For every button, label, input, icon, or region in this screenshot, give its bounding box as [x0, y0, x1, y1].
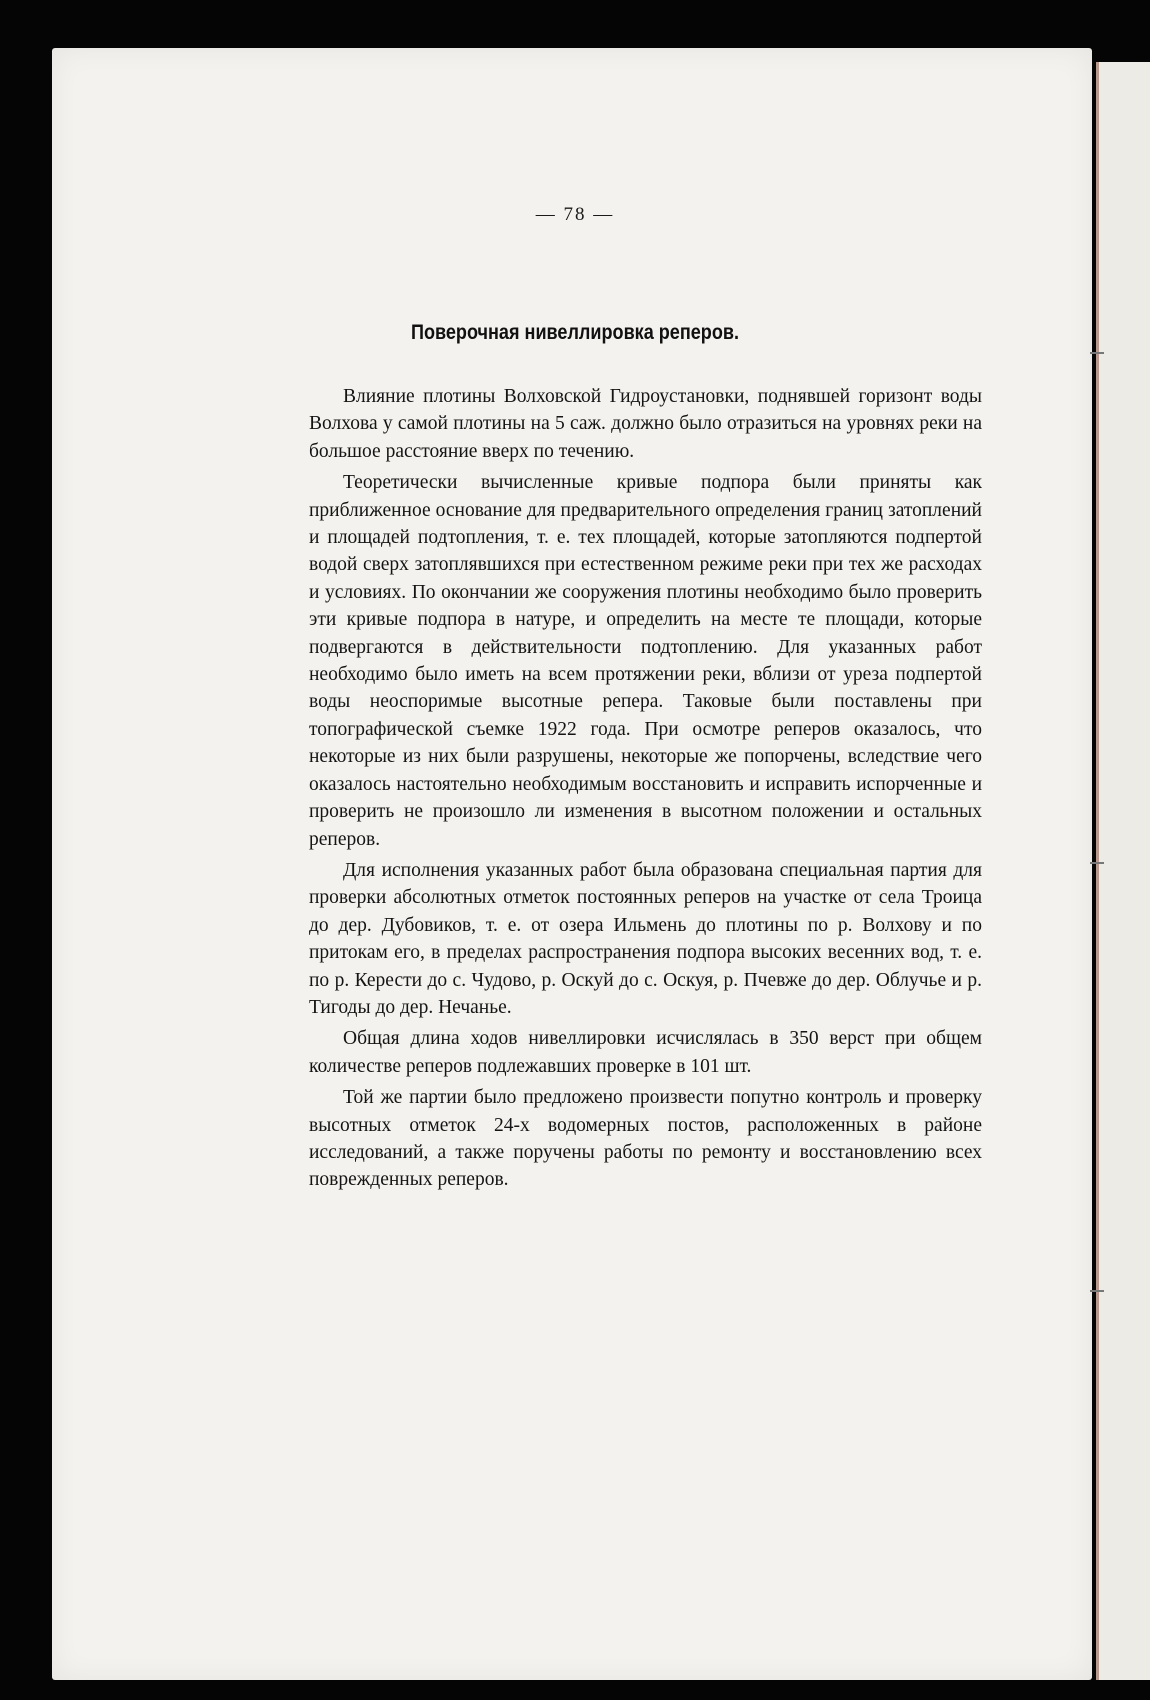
section-heading: Поверочная нивеллировка реперов. — [411, 321, 739, 344]
binding-stitch — [1090, 862, 1104, 864]
paragraph: Для исполнения указанных работ была образована специальная партия для проверки абсолютных отметок постоянных реперов на участке от села Троица до дер. Дубовиков, т. е. от озера Ильмень до плотины по р. Волхову и по притокам его, в пределах распространения подпора высоких весенних вод, т. е. по р. Керести до с. Чудово, р. Оскуй до с. Оскуя, р. Пчевже до дер. Облучье и р. Тигоды до дер. Нечанье. — [309, 859, 982, 1018]
paragraph: Общая длина ходов нивеллировки исчислялась в 350 верст при общем количестве реперов подлежавших проверке в 101 шт. — [309, 1028, 982, 1077]
page-number: — 78 — — [535, 204, 615, 225]
paragraph: Влияние плотины Волховской Гидроустановки, поднявшей горизонт воды Волхова у самой плотины на 5 саж. должно было отразиться на уровнях реки на большое расстояние вверх по течению. — [309, 386, 982, 462]
adjacent-page-edge — [1096, 62, 1150, 1680]
binding-stitch — [1090, 352, 1104, 354]
paragraph: Теоретически вычисленные кривые подпора были приняты как приближенное основание для предварительного определения границ затоплений и площадей подтопления, т. е. тех площадей, которые затопляются подпертой водой сверх затоплявшихся при естественном режиме реки при тех же расходах и условиях. По окончании же сооружения плотины необходимо было проверить эти кривые подпора в натуре, и определить на месте те площади, которые подвергаются в действительности подтоплению. Для указанных работ необходимо было иметь на всем протяжении реки, вблизи от уреза подпертой воды неоспоримые высотные репера. Таковые были поставлены при топографической съемке 1922 года. При осмотре реперов оказалось, что некоторые из них были разрушены, некоторые же попорчены, вследствие чего оказалось настоятельно необходимым восстановить и исправить испорченные и проверить не произошло ли изменения в высотном положении и остальных реперов. — [309, 472, 982, 850]
paragraph: Той же партии было предложено произвести попутно контроль и проверку высотных отметок 24-х водомерных постов, расположенных в районе исследований, а также поручены работы по ремонту и восстановлению всех поврежденных реперов. — [309, 1087, 982, 1191]
body-text — [309, 383, 982, 1198]
binding-stitch — [1090, 1290, 1104, 1292]
